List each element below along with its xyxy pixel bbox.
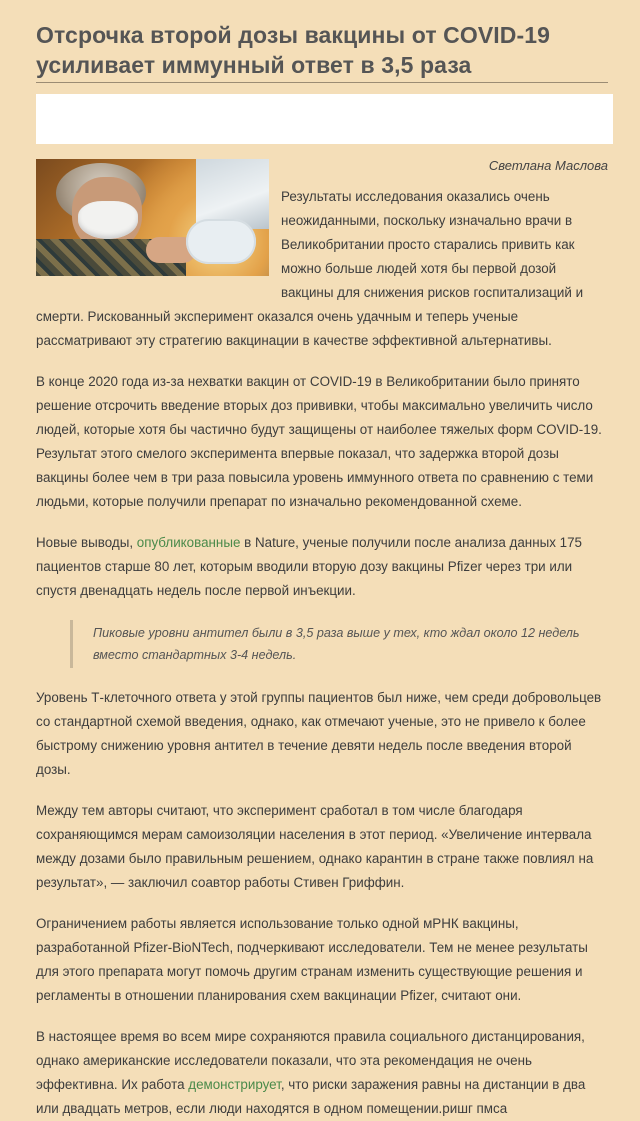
paragraph-7-text-start: В настоящее время во всем мире сохраняются правила социального дистанцирования, однако американские исследователи показали, что эта рекомендация не очень эффективна. Их работа bbox=[36, 1029, 585, 1092]
paragraph-7-text-end: , что риски заражения равны на дистанции в два или двадцать метров, если люди находятся в одном помещении.ришг пмса bbox=[36, 1077, 586, 1116]
pull-quote: Пиковые уровни антител были в 3,5 раза выше у тех, кто ждал около 12 недель вместо стандартных 3-4 недель. bbox=[70, 620, 608, 668]
article-title-line-2: усиливает иммунный ответ в 3,5 раза bbox=[36, 52, 472, 78]
article-title-line-1: Отсрочка второй дозы вакцины от COVID-19 bbox=[36, 22, 551, 48]
nature-publication-link[interactable]: опубликованные bbox=[136, 535, 241, 550]
paragraph-6: Ограничением работы является использование только одной мРНК вакцины, разработанной Pfizer-BioNTech, подчеркивают исследователи. Тем не менее результаты для этого препарата могут помочь другим странам изменить существующие решения и регламенты в отношении планирования схем вакцинации Pfizer, считают они. bbox=[36, 916, 588, 1003]
article-author: Светлана Маслова bbox=[488, 158, 608, 173]
paragraph-3 bbox=[36, 531, 608, 603]
paragraph-2: В конце 2020 года из-за нехватки вакцин от COVID-19 в Великобритании было принято решение отсрочить введение вторых доз прививки, чтобы максимально увеличить число людей, которые хотя бы частично будут защищены от наиболее тяжелых форм COVID-19. Результат этого смелого эксперимента впервые показал, что задержка второй дозы вакцины более чем в три раза повысила уровень иммунного ответа по сравнению с теми людьми, которые получили препарат по изначально рекомендованной схеме. bbox=[36, 374, 602, 509]
ad-banner-placeholder bbox=[36, 94, 613, 144]
title-divider bbox=[36, 82, 608, 83]
paragraph-5: Между тем авторы считают, что эксперимент сработал в том числе благодаря сохраняющимся мерам самоизоляции населения в этот период. «Увеличение интервала между дозами было правильным решением, однако карантин в стране также повлиял на результат», — заключил соавтор работы Стивен Гриффин. bbox=[36, 803, 594, 890]
article-title bbox=[36, 0, 608, 80]
paragraph-4: Уровень Т-клеточного ответа у этой группы пациентов был ниже, чем среди добровольцев со стандартной схемой введения, однако, как отмечают ученые, это не привело к более быстрому снижению уровня антител в течение девяти недель после введения второй дозы. bbox=[36, 690, 602, 777]
study-demonstrates-link[interactable]: демонстрирует bbox=[188, 1077, 281, 1092]
paragraph-3-text-end: в Nature, ученые получили после анализа данных 175 пациентов старше 80 лет, которым вводили вторую дозу вакцины Pfizer через три или спустя двенадцать недель после первой инъекции. bbox=[36, 535, 582, 598]
article-photo-vaccination bbox=[36, 159, 269, 276]
paragraph-7 bbox=[36, 1025, 608, 1121]
paragraph-1: Результаты исследования оказались очень неожиданными, поскольку изначально врачи в Великобритании просто старались привить как можно больше людей хотя бы первой дозой вакцины для снижения рисков госпитализаций и смерти. Рискованный эксперимент оказался очень удачным и теперь ученые рассматривают эту стратегию вакцинации в качестве эффективной альтернативы. bbox=[36, 189, 584, 348]
paragraph-3-text-start: Новые выводы, bbox=[36, 535, 137, 550]
